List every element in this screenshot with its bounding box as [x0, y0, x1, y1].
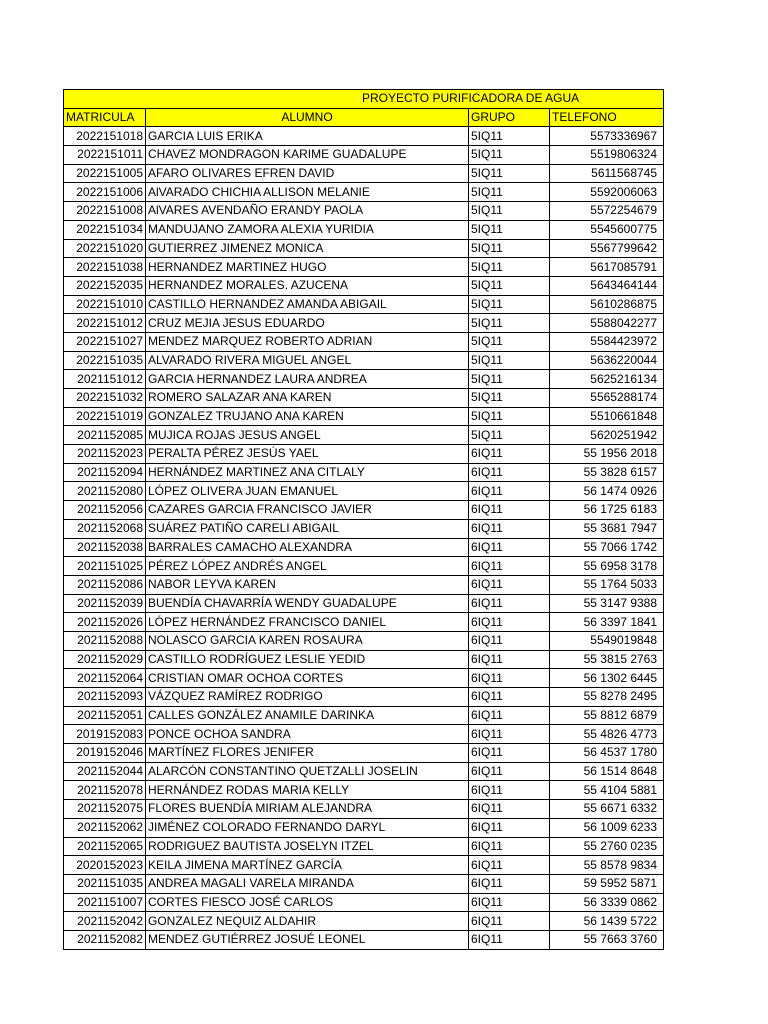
cell-alumno[interactable]: BUENDÍA CHAVARRÍA WENDY GUADALUPE	[146, 594, 469, 613]
cell-telefono[interactable]: 55 4826 4773	[550, 725, 664, 744]
cell-matricula[interactable]: 2021152064	[64, 669, 146, 688]
cell-alumno[interactable]: AFARO OLIVARES EFREN DAVID	[146, 164, 469, 183]
cell-grupo[interactable]: 6IQ11	[469, 912, 550, 931]
cell-alumno[interactable]: BARRALES CAMACHO ALEXANDRA	[146, 538, 469, 557]
cell-alumno[interactable]: MANDUJANO ZAMORA ALEXIA YURIDIA	[146, 220, 469, 239]
cell-matricula[interactable]: 2021152094	[64, 463, 146, 482]
cell-alumno[interactable]: CORTES FIESCO JOSÉ CARLOS	[146, 893, 469, 912]
cell-telefono[interactable]: 55 7663 3760	[550, 930, 664, 949]
cell-grupo[interactable]: 6IQ11	[469, 762, 550, 781]
cell-matricula[interactable]: 2019152083	[64, 725, 146, 744]
cell-grupo[interactable]: 6IQ11	[469, 445, 550, 464]
cell-grupo[interactable]: 6IQ11	[469, 706, 550, 725]
cell-matricula[interactable]: 2022151006	[64, 183, 146, 202]
header-row	[64, 108, 664, 127]
cell-grupo[interactable]: 6IQ11	[469, 818, 550, 837]
cell-telefono[interactable]: 56 1439 5722	[550, 912, 664, 931]
cell-grupo[interactable]: 5IQ11	[469, 332, 550, 351]
cell-grupo[interactable]: 5IQ11	[469, 276, 550, 295]
cell-alumno[interactable]: CASTILLO HERNANDEZ AMANDA ABIGAIL	[146, 295, 469, 314]
cell-alumno[interactable]: PERALTA PÉREZ JESÚS YAEL	[146, 445, 469, 464]
students-table	[63, 89, 664, 950]
table-row	[64, 613, 664, 632]
cell-alumno[interactable]: GARCIA HERNANDEZ LAURA ANDREA	[146, 370, 469, 389]
cell-grupo[interactable]: 5IQ11	[469, 220, 550, 239]
cell-matricula[interactable]: 2021152056	[64, 501, 146, 520]
cell-matricula[interactable]: 2021152085	[64, 426, 146, 445]
cell-matricula[interactable]: 2022152035	[64, 276, 146, 295]
cell-alumno[interactable]: MARTÍNEZ FLORES JENIFER	[146, 744, 469, 763]
cell-telefono[interactable]: 55 2760 0235	[550, 837, 664, 856]
table-row	[64, 389, 664, 408]
cell-telefono[interactable]: 5625216134	[550, 370, 664, 389]
cell-matricula[interactable]: 2021152068	[64, 519, 146, 538]
table-row	[64, 407, 664, 426]
table-row	[64, 426, 664, 445]
cell-alumno[interactable]: LÓPEZ OLIVERA JUAN EMANUEL	[146, 482, 469, 501]
cell-telefono[interactable]: 55 3147 9388	[550, 594, 664, 613]
cell-grupo[interactable]: 5IQ11	[469, 183, 550, 202]
cell-grupo[interactable]: 5IQ11	[469, 127, 550, 146]
table-row	[64, 781, 664, 800]
cell-matricula[interactable]: 2021151025	[64, 557, 146, 576]
cell-alumno[interactable]: VÁZQUEZ RAMÍREZ RODRIGO	[146, 688, 469, 707]
table-row	[64, 930, 664, 949]
cell-grupo[interactable]: 6IQ11	[469, 744, 550, 763]
cell-matricula[interactable]: 2021152075	[64, 800, 146, 819]
cell-matricula[interactable]: 2021152044	[64, 762, 146, 781]
cell-telefono[interactable]: 5643464144	[550, 276, 664, 295]
cell-grupo[interactable]: 6IQ11	[469, 893, 550, 912]
cell-grupo[interactable]: 6IQ11	[469, 631, 550, 650]
table-row	[64, 762, 664, 781]
cell-telefono[interactable]: 5636220044	[550, 351, 664, 370]
cell-grupo[interactable]: 6IQ11	[469, 482, 550, 501]
cell-alumno[interactable]: CAZARES GARCIA FRANCISCO JAVIER	[146, 501, 469, 520]
header-matricula[interactable]: MATRICULA	[64, 108, 146, 127]
header-telefono[interactable]: TELEFONO	[550, 108, 664, 127]
table-row	[64, 706, 664, 725]
table-row	[64, 351, 664, 370]
cell-telefono[interactable]: 5584423972	[550, 332, 664, 351]
cell-matricula[interactable]: 2022151027	[64, 332, 146, 351]
cell-grupo[interactable]: 6IQ11	[469, 650, 550, 669]
cell-matricula[interactable]: 2022151038	[64, 258, 146, 277]
cell-grupo[interactable]: 6IQ11	[469, 781, 550, 800]
cell-alumno[interactable]: CHAVEZ MONDRAGON KARIME GUADALUPE	[146, 146, 469, 165]
cell-matricula[interactable]: 2021151012	[64, 370, 146, 389]
cell-grupo[interactable]: 6IQ11	[469, 613, 550, 632]
cell-grupo[interactable]: 6IQ11	[469, 575, 550, 594]
cell-matricula[interactable]: 2022151005	[64, 164, 146, 183]
cell-matricula[interactable]: 2021152026	[64, 613, 146, 632]
cell-telefono[interactable]: 55 3815 2763	[550, 650, 664, 669]
header-grupo[interactable]: GRUPO	[469, 108, 550, 127]
cell-matricula[interactable]: 2021152023	[64, 445, 146, 464]
cell-telefono[interactable]: 5573336967	[550, 127, 664, 146]
cell-matricula[interactable]: 2021152086	[64, 575, 146, 594]
cell-telefono[interactable]: 56 1474 0926	[550, 482, 664, 501]
table-row	[64, 239, 664, 258]
cell-telefono[interactable]: 56 1725 6183	[550, 501, 664, 520]
cell-alumno[interactable]: HERNÁNDEZ MARTINEZ ANA CITLALY	[146, 463, 469, 482]
cell-matricula[interactable]: 2021152062	[64, 818, 146, 837]
cell-telefono[interactable]: 55 6958 3178	[550, 557, 664, 576]
table-row	[64, 837, 664, 856]
cell-telefono[interactable]: 5620251942	[550, 426, 664, 445]
cell-telefono[interactable]: 55 4104 5881	[550, 781, 664, 800]
cell-matricula[interactable]: 2021152080	[64, 482, 146, 501]
table-row	[64, 818, 664, 837]
cell-alumno[interactable]: FLORES BUENDÍA MIRIAM ALEJANDRA	[146, 800, 469, 819]
cell-alumno[interactable]: RODRIGUEZ BAUTISTA JOSELYN ITZEL	[146, 837, 469, 856]
cell-grupo[interactable]: 5IQ11	[469, 146, 550, 165]
table-row	[64, 631, 664, 650]
cell-telefono[interactable]: 56 3397 1841	[550, 613, 664, 632]
cell-matricula[interactable]: 2022151012	[64, 314, 146, 333]
cell-telefono[interactable]: 5610286875	[550, 295, 664, 314]
cell-telefono[interactable]: 5545600775	[550, 220, 664, 239]
cell-alumno[interactable]: NABOR LEYVA KAREN	[146, 575, 469, 594]
cell-matricula[interactable]: 2021152093	[64, 688, 146, 707]
cell-alumno[interactable]: ALARCÓN CONSTANTINO QUETZALLI JOSELIN	[146, 762, 469, 781]
table-row	[64, 519, 664, 538]
table-row	[64, 744, 664, 763]
cell-telefono[interactable]: 5549019848	[550, 631, 664, 650]
cell-grupo[interactable]: 5IQ11	[469, 389, 550, 408]
cell-alumno[interactable]: PONCE OCHOA SANDRA	[146, 725, 469, 744]
cell-alumno[interactable]: GONZALEZ TRUJANO ANA KAREN	[146, 407, 469, 426]
cell-telefono[interactable]: 55 7066 1742	[550, 538, 664, 557]
cell-alumno[interactable]: CRISTIAN OMAR OCHOA CORTES	[146, 669, 469, 688]
cell-matricula[interactable]: 2021152039	[64, 594, 146, 613]
cell-telefono[interactable]: 5567799642	[550, 239, 664, 258]
cell-matricula[interactable]: 2022151035	[64, 351, 146, 370]
table-title[interactable]: PROYECTO PURIFICADORA DE AGUA	[64, 90, 664, 109]
table-row	[64, 594, 664, 613]
cell-matricula[interactable]: 2022151034	[64, 220, 146, 239]
cell-alumno[interactable]: MENDEZ GUTIÉRREZ JOSUÉ LEONEL	[146, 930, 469, 949]
cell-telefono[interactable]: 5592006063	[550, 183, 664, 202]
cell-alumno[interactable]: MUJICA ROJAS JESUS ANGEL	[146, 426, 469, 445]
table-row	[64, 127, 664, 146]
cell-telefono[interactable]: 5565288174	[550, 389, 664, 408]
cell-grupo[interactable]: 5IQ11	[469, 239, 550, 258]
title-row	[64, 90, 664, 109]
cell-matricula[interactable]: 2021152042	[64, 912, 146, 931]
cell-grupo[interactable]: 6IQ11	[469, 930, 550, 949]
table-row	[64, 482, 664, 501]
table-row	[64, 276, 664, 295]
cell-grupo[interactable]: 5IQ11	[469, 407, 550, 426]
cell-alumno[interactable]: CALLES GONZÁLEZ ANAMILE DARINKA	[146, 706, 469, 725]
table-row	[64, 164, 664, 183]
cell-alumno[interactable]: PÉREZ LÓPEZ ANDRÉS ANGEL	[146, 557, 469, 576]
cell-grupo[interactable]: 6IQ11	[469, 856, 550, 875]
cell-alumno[interactable]: LÓPEZ HERNÁNDEZ FRANCISCO DANIEL	[146, 613, 469, 632]
cell-matricula[interactable]: 2021152065	[64, 837, 146, 856]
cell-telefono[interactable]: 59 5952 5871	[550, 874, 664, 893]
cell-grupo[interactable]: 6IQ11	[469, 594, 550, 613]
cell-matricula[interactable]: 2021152082	[64, 930, 146, 949]
cell-grupo[interactable]: 6IQ11	[469, 669, 550, 688]
table-row	[64, 893, 664, 912]
cell-matricula[interactable]: 2021152051	[64, 706, 146, 725]
cell-telefono[interactable]: 5519806324	[550, 146, 664, 165]
cell-matricula[interactable]: 2021152088	[64, 631, 146, 650]
cell-grupo[interactable]: 6IQ11	[469, 837, 550, 856]
cell-grupo[interactable]: 6IQ11	[469, 800, 550, 819]
cell-telefono[interactable]: 56 4537 1780	[550, 744, 664, 763]
cell-telefono[interactable]: 55 3828 6157	[550, 463, 664, 482]
cell-grupo[interactable]: 5IQ11	[469, 295, 550, 314]
table-row	[64, 912, 664, 931]
cell-grupo[interactable]: 6IQ11	[469, 501, 550, 520]
table-row	[64, 557, 664, 576]
cell-telefono[interactable]: 56 1302 6445	[550, 669, 664, 688]
cell-alumno[interactable]: CRUZ MEJIA JESUS EDUARDO	[146, 314, 469, 333]
table-row	[64, 295, 664, 314]
cell-matricula[interactable]: 2021152078	[64, 781, 146, 800]
cell-telefono[interactable]: 55 1956 2018	[550, 445, 664, 464]
table-row	[64, 463, 664, 482]
cell-telefono[interactable]: 5588042277	[550, 314, 664, 333]
cell-matricula[interactable]: 2022151011	[64, 146, 146, 165]
cell-matricula[interactable]: 2020152023	[64, 856, 146, 875]
cell-grupo[interactable]: 6IQ11	[469, 688, 550, 707]
cell-telefono[interactable]: 56 1514 8648	[550, 762, 664, 781]
cell-grupo[interactable]: 6IQ11	[469, 463, 550, 482]
table-row	[64, 183, 664, 202]
spreadsheet-sheet	[63, 89, 663, 950]
cell-alumno[interactable]: GONZALEZ NEQUIZ ALDAHIR	[146, 912, 469, 931]
cell-grupo[interactable]: 5IQ11	[469, 351, 550, 370]
cell-matricula[interactable]: 2021151035	[64, 874, 146, 893]
table-row	[64, 445, 664, 464]
cell-telefono[interactable]: 5572254679	[550, 202, 664, 221]
table-row	[64, 688, 664, 707]
cell-alumno[interactable]: GUTIERREZ JIMENEZ MONICA	[146, 239, 469, 258]
cell-telefono[interactable]: 56 3339 0862	[550, 893, 664, 912]
cell-telefono[interactable]: 55 6671 6332	[550, 800, 664, 819]
table-row	[64, 650, 664, 669]
cell-alumno[interactable]: AlVARES AVENDAÑO ERANDY PAOLA	[146, 202, 469, 221]
cell-telefono[interactable]: 55 8278 2495	[550, 688, 664, 707]
cell-matricula[interactable]: 2022151008	[64, 202, 146, 221]
table-row	[64, 370, 664, 389]
cell-alumno[interactable]: ROMERO SALAZAR ANA KAREN	[146, 389, 469, 408]
cell-grupo[interactable]: 6IQ11	[469, 557, 550, 576]
cell-telefono[interactable]: 56 1009 6233	[550, 818, 664, 837]
table-row	[64, 146, 664, 165]
cell-alumno[interactable]: JIMÉNEZ COLORADO FERNANDO DARYL	[146, 818, 469, 837]
cell-grupo[interactable]: 5IQ11	[469, 164, 550, 183]
cell-matricula[interactable]: 2022151032	[64, 389, 146, 408]
cell-grupo[interactable]: 5IQ11	[469, 202, 550, 221]
table-row	[64, 538, 664, 557]
cell-matricula[interactable]: 2022151010	[64, 295, 146, 314]
cell-matricula[interactable]: 2022151020	[64, 239, 146, 258]
table-row	[64, 669, 664, 688]
table-row	[64, 575, 664, 594]
cell-grupo[interactable]: 5IQ11	[469, 258, 550, 277]
cell-grupo[interactable]: 6IQ11	[469, 538, 550, 557]
cell-matricula[interactable]: 2021151007	[64, 893, 146, 912]
table-row	[64, 874, 664, 893]
table-row	[64, 501, 664, 520]
cell-grupo[interactable]: 6IQ11	[469, 725, 550, 744]
table-row	[64, 202, 664, 221]
cell-matricula[interactable]: 2022151018	[64, 127, 146, 146]
cell-grupo[interactable]: 6IQ11	[469, 874, 550, 893]
cell-grupo[interactable]: 5IQ11	[469, 426, 550, 445]
cell-telefono[interactable]: 5617085791	[550, 258, 664, 277]
cell-alumno[interactable]: HERNANDEZ MORALES. AZUCENA	[146, 276, 469, 295]
table-body	[64, 90, 664, 950]
cell-matricula[interactable]: 2019152046	[64, 744, 146, 763]
cell-matricula[interactable]: 2021152038	[64, 538, 146, 557]
cell-telefono[interactable]: 5510661848	[550, 407, 664, 426]
cell-alumno[interactable]: NOLASCO GARCIA KAREN ROSAURA	[146, 631, 469, 650]
cell-grupo[interactable]: 5IQ11	[469, 314, 550, 333]
cell-alumno[interactable]: GARCIA LUIS ERIKA	[146, 127, 469, 146]
table-row	[64, 332, 664, 351]
cell-alumno[interactable]: MENDEZ MARQUEZ ROBERTO ADRIAN	[146, 332, 469, 351]
cell-grupo[interactable]: 5IQ11	[469, 370, 550, 389]
cell-telefono[interactable]: 55 8812 6879	[550, 706, 664, 725]
table-row	[64, 800, 664, 819]
cell-telefono[interactable]: 55 8578 9834	[550, 856, 664, 875]
table-row	[64, 220, 664, 239]
table-row	[64, 258, 664, 277]
cell-matricula[interactable]: 2022151019	[64, 407, 146, 426]
header-alumno[interactable]: ALUMNO	[146, 108, 469, 127]
cell-matricula[interactable]: 2021152029	[64, 650, 146, 669]
cell-alumno[interactable]: AlVARADO CHICHIA ALLISON MELANIE	[146, 183, 469, 202]
cell-telefono[interactable]: 55 1764 5033	[550, 575, 664, 594]
cell-alumno[interactable]: ANDREA MAGALI VARELA MIRANDA	[146, 874, 469, 893]
cell-alumno[interactable]: SUÁREZ PATIÑO CARELI ABIGAIL	[146, 519, 469, 538]
cell-grupo[interactable]: 6IQ11	[469, 519, 550, 538]
cell-telefono[interactable]: 5611568745	[550, 164, 664, 183]
cell-alumno[interactable]: HERNANDEZ MARTINEZ HUGO	[146, 258, 469, 277]
cell-alumno[interactable]: CASTILLO RODRÍGUEZ LESLIE YEDID	[146, 650, 469, 669]
cell-alumno[interactable]: HERNÁNDEZ RODAS MARIA KELLY	[146, 781, 469, 800]
cell-telefono[interactable]: 55 3681 7947	[550, 519, 664, 538]
cell-alumno[interactable]: ALVARADO RIVERA MIGUEL ANGEL	[146, 351, 469, 370]
cell-alumno[interactable]: KEILA JIMENA MARTÍNEZ GARCÍA	[146, 856, 469, 875]
table-row	[64, 856, 664, 875]
table-row	[64, 725, 664, 744]
table-row	[64, 314, 664, 333]
